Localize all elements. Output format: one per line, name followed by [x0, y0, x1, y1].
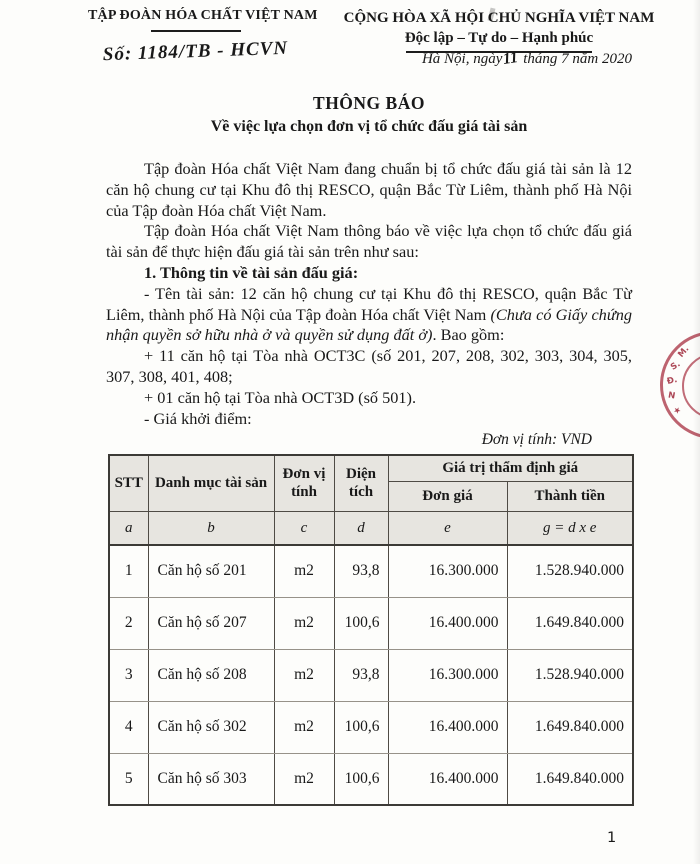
currency-unit-note: Đơn vị tính: VND	[481, 431, 592, 449]
republic-motto: Độc lập – Tự do – Hạnh phúc	[404, 30, 594, 46]
cell-category: Căn hộ số 207	[148, 597, 274, 649]
col-header-unit: Đơn vị tính	[274, 455, 334, 511]
letter-g: g = d x e	[507, 511, 633, 545]
table-row	[109, 649, 633, 701]
col-header-stt: STT	[109, 455, 148, 511]
asset-name-italic: (Chưa có Giấy chứng nhận quyền sở hữu nhà ở và quyền sử dụng đất ở)	[106, 304, 632, 345]
paragraph-announce: Tập đoàn Hóa chất Việt Nam thông báo về việc lựa chọn tổ chức đấu giá tài sản để thực hiện đấu giá tài sản trên như sau:	[106, 221, 632, 262]
issuer-underline	[151, 30, 241, 32]
cell-unit-price: 16.400.000	[388, 701, 507, 753]
cell-unit-price: 16.300.000	[388, 649, 507, 701]
cell-total: 1.649.840.000	[507, 701, 633, 753]
document-subtitle: Về việc lựa chọn đơn vị tổ chức đấu giá tài sản	[210, 118, 528, 135]
body-text	[106, 159, 632, 806]
document-number-handwritten: Số: 1184/TB - HCVN	[102, 37, 289, 66]
table-row	[109, 753, 633, 805]
letter-d: d	[334, 511, 388, 545]
cell-area: 93,8	[334, 545, 388, 597]
bullet-oct3d: + 01 căn hộ tại Tòa nhà OCT3D (số 501).	[144, 387, 417, 407]
cell-stt: 3	[109, 649, 148, 701]
cell-category: Căn hộ số 201	[148, 545, 274, 597]
cell-unit-price: 16.300.000	[388, 545, 507, 597]
cell-total: 1.528.940.000	[507, 649, 633, 701]
date-prefix: Hà Nội, ngày	[421, 51, 503, 67]
table-row	[109, 545, 633, 597]
cell-stt: 5	[109, 753, 148, 805]
republic-block	[340, 10, 658, 68]
issue-date	[368, 50, 686, 68]
cell-stt: 2	[109, 597, 148, 649]
cell-unit: m2	[274, 597, 334, 649]
paragraph-intro: Tập đoàn Hóa chất Việt Nam đang chuẩn bị tổ chức đấu giá tài sản là 12 căn hộ chung cư tại Khu đô thị RESCO, quận Bắc Từ Liêm, thành phố Hà Nội của Tập đoàn Hóa chất Việt Nam.	[106, 159, 632, 220]
date-day-handwritten: 11	[502, 49, 520, 68]
seal-letter: M.	[676, 344, 692, 360]
cell-category: Căn hộ số 302	[148, 701, 274, 753]
col-header-appraised-group: Giá trị thẩm định giá	[388, 455, 633, 481]
col-header-category: Danh mục tài sản	[148, 455, 274, 511]
paragraph-asset-name	[106, 284, 632, 346]
issuer-name: TẬP ĐOÀN HÓA CHẤT VIỆT NAM	[88, 8, 318, 23]
title-block	[106, 93, 632, 136]
cell-area: 93,8	[334, 649, 388, 701]
date-suffix: tháng 7 năm 2020	[523, 51, 633, 67]
republic-title: CỘNG HÒA XÃ HỘI CHỦ NGHĨA VIỆT NAM	[343, 10, 655, 26]
starting-price-label: - Giá khởi điểm:	[144, 408, 252, 428]
col-header-total: Thành tiền	[507, 481, 633, 511]
cell-unit: m2	[274, 545, 334, 597]
seal-letter: Đ.	[666, 375, 679, 387]
seal-letter: N	[667, 390, 676, 402]
page-number: 1	[607, 830, 617, 846]
red-seal-inner-ring	[682, 353, 700, 419]
red-seal-stamp	[660, 331, 700, 439]
letter-a: a	[109, 511, 148, 545]
cell-category: Căn hộ số 208	[148, 649, 274, 701]
asset-name-tail: . Bao gồm:	[432, 325, 505, 345]
cell-unit-price: 16.400.000	[388, 753, 507, 805]
section-1-heading: 1. Thông tin về tài sản đấu giá:	[144, 262, 359, 282]
asset-name-normal: - Tên tài sản: 12 căn hộ chung cư tại Khu đô thị RESCO, quận Bắc Từ Liêm, thành phố Hà Nội của Tập đoàn Hóa chất Việt Nam	[106, 283, 632, 324]
table-row	[109, 597, 633, 649]
asset-price-table	[108, 454, 634, 806]
cell-unit-price: 16.400.000	[388, 597, 507, 649]
document-title: THÔNG BÁO	[313, 93, 425, 113]
seal-letter: S.	[669, 359, 683, 373]
bullet-oct3c: + 11 căn hộ tại Tòa nhà OCT3C (số 201, 207, 208, 302, 303, 304, 305, 307, 308, 401, 408;	[106, 346, 632, 386]
letter-c: c	[274, 511, 334, 545]
cell-area: 100,6	[334, 597, 388, 649]
issuer-block	[88, 8, 318, 66]
cell-total: 1.528.940.000	[507, 545, 633, 597]
cell-total: 1.649.840.000	[507, 753, 633, 805]
cell-unit: m2	[274, 753, 334, 805]
letter-b: b	[148, 511, 274, 545]
col-header-area: Diện tích	[334, 455, 388, 511]
col-header-unit-price: Đơn giá	[388, 481, 507, 511]
cell-area: 100,6	[334, 753, 388, 805]
cell-category: Căn hộ số 303	[148, 753, 274, 805]
table-row	[109, 701, 633, 753]
column-letter-row	[109, 511, 633, 545]
cell-area: 100,6	[334, 701, 388, 753]
seal-star-icon: ★	[671, 404, 683, 418]
cell-stt: 1	[109, 545, 148, 597]
cell-total: 1.649.840.000	[507, 597, 633, 649]
cell-stt: 4	[109, 701, 148, 753]
letter-e: e	[388, 511, 507, 545]
cell-unit: m2	[274, 649, 334, 701]
cell-unit: m2	[274, 701, 334, 753]
